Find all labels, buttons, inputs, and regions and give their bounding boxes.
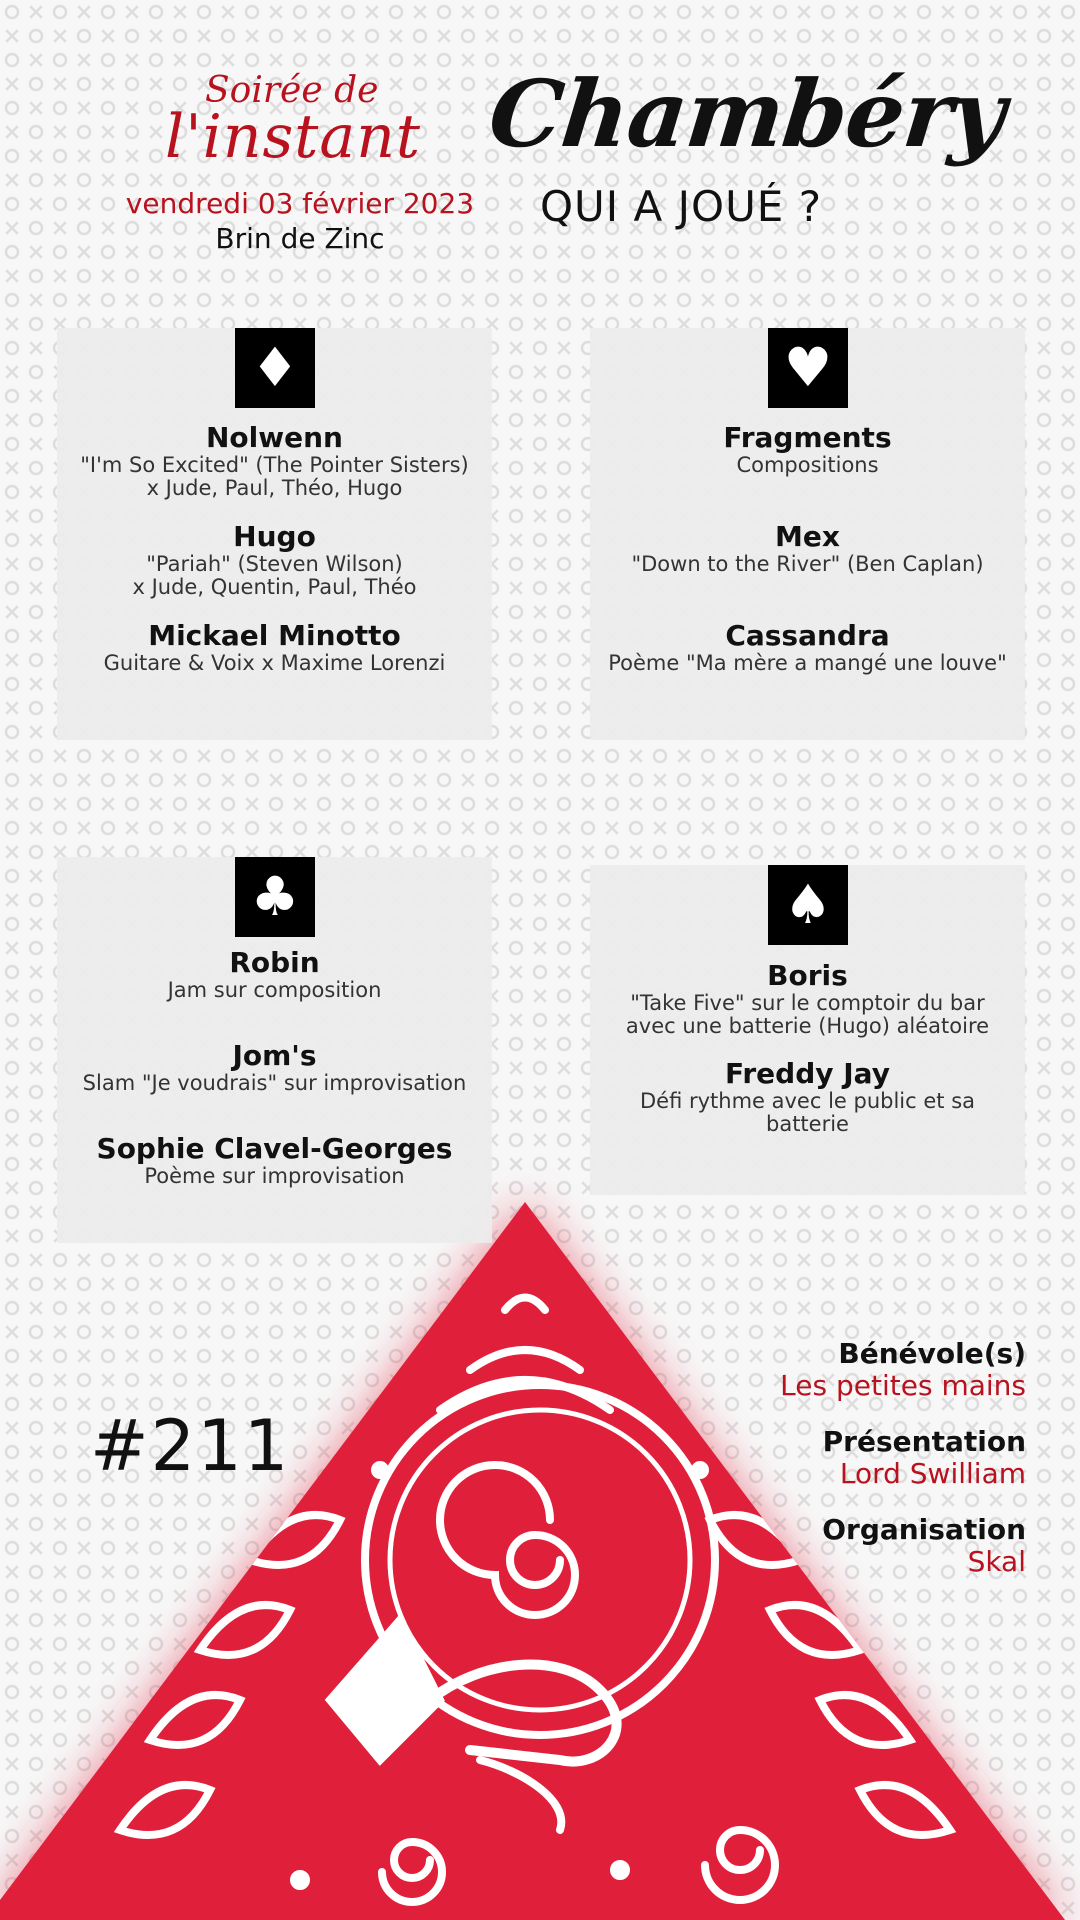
- performer-description: Poème "Ma mère a mangé une louve": [608, 651, 1007, 675]
- spade-suit-icon: ♠: [768, 865, 848, 945]
- performer-entry: [590, 521, 1025, 576]
- performer-entry: [590, 1058, 1025, 1136]
- performer-description: "Take Five" sur le comptoir du bar: [630, 991, 985, 1015]
- performer-name: Cassandra: [725, 619, 890, 652]
- performer-card-heart: [590, 328, 1025, 740]
- credit-label: Organisation: [822, 1513, 1026, 1546]
- brand-line-1: Soirée de: [205, 70, 379, 111]
- credit-value: Les petites mains: [780, 1369, 1026, 1402]
- credit-presentation: [606, 1426, 1026, 1490]
- performer-name: Nolwenn: [206, 421, 343, 454]
- performer-card-spade: [590, 865, 1025, 1195]
- credit-organisation: [606, 1514, 1026, 1578]
- performer-description: avec une batterie (Hugo) aléatoire: [625, 1014, 990, 1038]
- performer-name: Mickael Minotto: [148, 619, 401, 652]
- performer-description: "Pariah" (Steven Wilson): [146, 552, 403, 576]
- edition-number: #211: [90, 1405, 291, 1487]
- credit-value: Skal: [967, 1545, 1026, 1578]
- performer-description: Défi rythme avec le public et sa: [639, 1089, 975, 1113]
- performer-entry: [57, 422, 492, 500]
- performer-description: batterie: [766, 1112, 849, 1136]
- performer-entry: [57, 947, 492, 1002]
- performer-entry: [57, 1040, 492, 1095]
- city-title: Chambéry: [484, 60, 1010, 168]
- credits: [606, 1338, 1026, 1602]
- performer-entry: [590, 620, 1025, 675]
- performer-name: Mex: [775, 520, 840, 553]
- performer-name: Jom's: [232, 1039, 317, 1072]
- credit-label: Bénévole(s): [838, 1337, 1026, 1370]
- performer-name: Sophie Clavel-Georges: [96, 1132, 453, 1165]
- event-date: vendredi 03 février 2023: [125, 187, 475, 220]
- credit-label: Présentation: [822, 1425, 1026, 1458]
- performer-description: "Down to the River" (Ben Caplan): [631, 552, 984, 576]
- diamond-suit-icon: ♦: [235, 328, 315, 408]
- heart-suit-icon: ♥: [768, 328, 848, 408]
- performer-name: Boris: [767, 959, 848, 992]
- performer-entry: [57, 1133, 492, 1188]
- performer-name: Freddy Jay: [725, 1057, 890, 1090]
- performer-name: Fragments: [723, 421, 892, 454]
- performer-entry: [590, 422, 1025, 477]
- performer-description: Poème sur improvisation: [144, 1164, 405, 1188]
- performer-entry: [57, 521, 492, 599]
- performer-description: "I'm So Excited" (The Pointer Sisters): [80, 453, 469, 477]
- performer-description: x Jude, Paul, Théo, Hugo: [146, 476, 403, 500]
- performer-entry: [57, 620, 492, 675]
- performer-description: Jam sur composition: [167, 978, 382, 1002]
- page-subtitle: QUI A JOUÉ ?: [540, 182, 822, 231]
- club-suit-icon: ♣: [235, 857, 315, 937]
- brand-line-2: l'instant: [165, 102, 421, 172]
- performer-card-diamond: [57, 328, 492, 740]
- performer-description: Guitare & Voix x Maxime Lorenzi: [103, 651, 446, 675]
- performer-card-club: [57, 857, 492, 1243]
- performer-entry: [590, 960, 1025, 1038]
- event-venue: Brin de Zinc: [215, 222, 385, 255]
- performer-description: x Jude, Quentin, Paul, Théo: [132, 575, 417, 599]
- performer-description: Slam "Je voudrais" sur improvisation: [82, 1071, 467, 1095]
- performer-description: Compositions: [736, 453, 879, 477]
- performer-name: Hugo: [233, 520, 316, 553]
- performer-name: Robin: [229, 946, 320, 979]
- credit-value: Lord Swilliam: [839, 1457, 1026, 1490]
- credit-volunteers: [606, 1338, 1026, 1402]
